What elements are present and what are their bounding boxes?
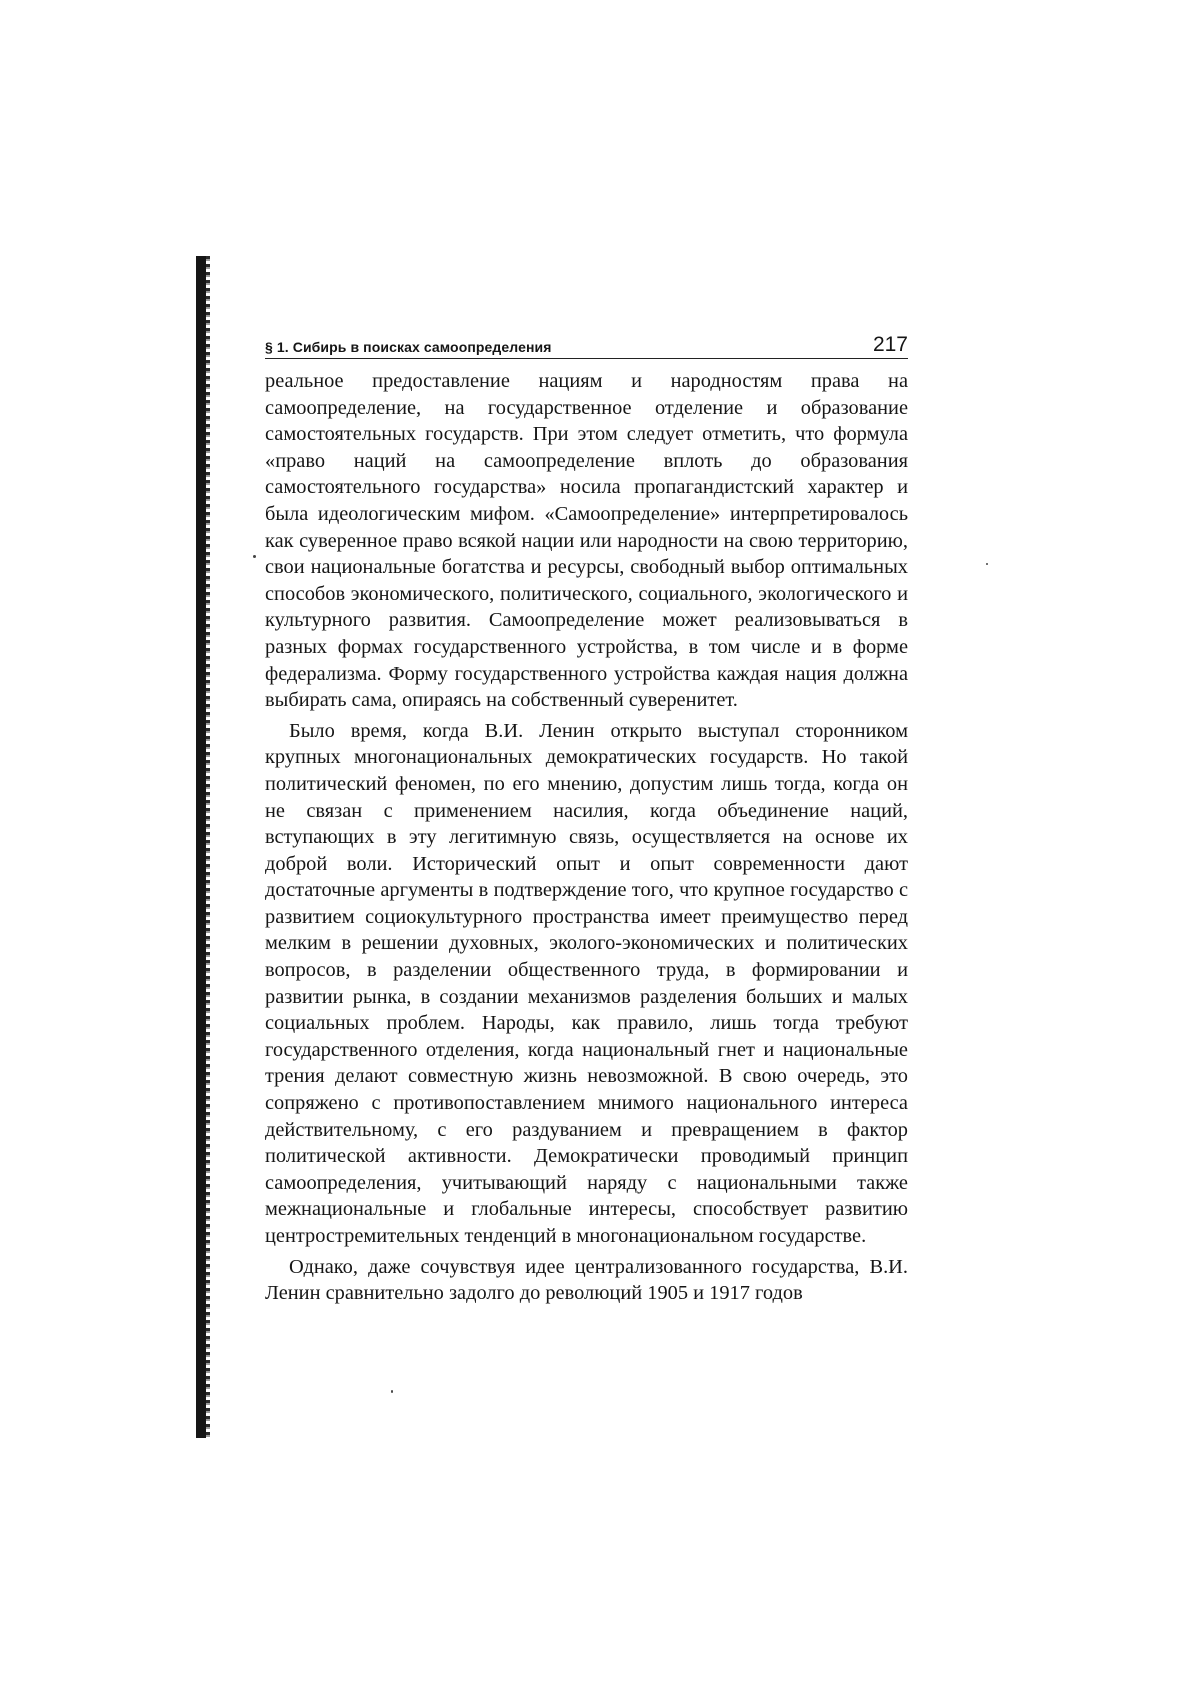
scan-speck bbox=[391, 1390, 393, 1393]
book-page bbox=[265, 334, 908, 1307]
page-number: 217 bbox=[872, 333, 908, 356]
scan-speck bbox=[986, 563, 988, 565]
paragraph-3: Однако, даже сочувствуя идее централизованного государства, В.И. Ленин сравнительно задолго до революций 1905 и 1917 годов bbox=[265, 1255, 908, 1305]
scan-binding-edge bbox=[196, 256, 207, 1438]
chapter-section-title: § 1. Сибирь в поисках самоопределения bbox=[265, 339, 552, 355]
paragraph-2: Было время, когда В.И. Ленин открыто выступал сторонником крупных многонациональных демократических государств. Но такой политический феномен, по его мнению, допустим лишь тогда, когда он не связан с применением насилия, когда объединение наций, вступающих в эту легитимную связь, осуществляется на основе их доброй воли. Исторический опыт и опыт современности дают достаточные аргументы в подтверждение того, что крупное государство с развитием социокультурного пространства имеет преимущество перед мелким в решении духовных, эколого-экономических и политических вопросов, в разделении общественного труда, в формировании и развитии рынка, в создании механизмов разделения больших и малых социальных проблем. Народы, как правило, лишь тогда требуют государственного отделения, когда национальный гнет и национальные трения делают совместную жизнь невозможной. В свою очередь, это сопряжено с противопоставлением мнимого национального интереса действительному, с его раздуванием и превращением в фактор политической активности. Демократически проводимый принцип самоопределения, учитывающий наряду с национальными также межнациональные и глобальные интересы, способствует развитию центростремительных тенденций в многонациональном государстве. bbox=[265, 719, 908, 1247]
running-head bbox=[265, 334, 908, 359]
scan-speck bbox=[253, 555, 256, 558]
body-text bbox=[265, 368, 908, 1307]
paragraph-1: реальное предоставление нациям и народностям права на самоопределение, на государственное отделение и образование самостоятельных государств. При этом следует отметить, что формула «право наций на самоопределение вплоть до образования самостоятельного государства» носила пропагандистский характер и была идеологическим мифом. «Самоопределение» интерпретировалось как суверенное право всякой нации или народности на свою территорию, свои национальные богатства и ресурсы, свободный выбор оптимальных способов экономического, политического, социального, экологического и культурного развития. Самоопределение может реализовываться в разных формах государственного устройства, в том числе и в форме федерализма. Форму государственного устройства каждая нация должна выбирать сама, опираясь на собственный суверенитет. bbox=[265, 370, 908, 712]
